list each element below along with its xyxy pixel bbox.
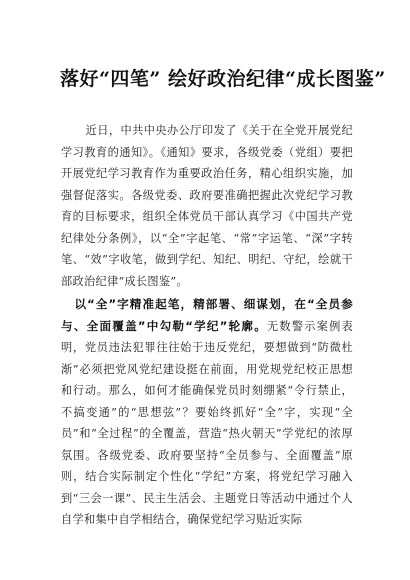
section-one-text: 无数警示案例表明，党员违法犯罪往往始于违反党纪，要想做到“防微杜渐”必须把党风党纪建设挺在前面，用党规党纪校正思想和行动。那么，如何才能确保党员时刻绷紧“令行禁止，不搞变通”的“思想弦”？要始终抓好“全”字，实现“全员”和“全过程”的全覆盖，营造“热火朝天”学党纪的浓厚氛围。各级党委、政府要坚持“全员参与、全面覆盖”原则，结合实际制定个性化“学纪”方案，将党纪学习融入到“三会一课”、民主生活会、主题党日等活动中通过个人自学和集中自学相结合，确保党纪学习贴近实际: [61, 319, 353, 526]
article-title: 落好“四笔” 绘好政治纪律“成长图鉴”: [60, 68, 386, 90]
section-heading-lead: 以“全”字精准起笔，精部署、细谋划，在“全员参与、全面覆盖”中勾勒“学纪”轮廓。: [61, 297, 353, 333]
paragraph-intro: 近日，中共中央办公厅印发了《关于在全党开展党纪学习教育的通知》。《通知》要求，各级党委（党组）要把开展党纪学习教育作为重要政治任务，精心组织实施，加强督促落实。各级党委、政府要准确把握此次党纪学习教育的目标要求，组织全体党员干部认真学习《中国共产党纪律处分条例》，以“全”字起笔、“常”字运笔、“深”字转笔、“效”字收笔，做到学纪、知纪、明纪、守纪，绘就干部政治纪律“成长图鉴”。: [61, 124, 353, 288]
paragraph-section-one: [61, 294, 353, 531]
article-body: [61, 120, 353, 531]
